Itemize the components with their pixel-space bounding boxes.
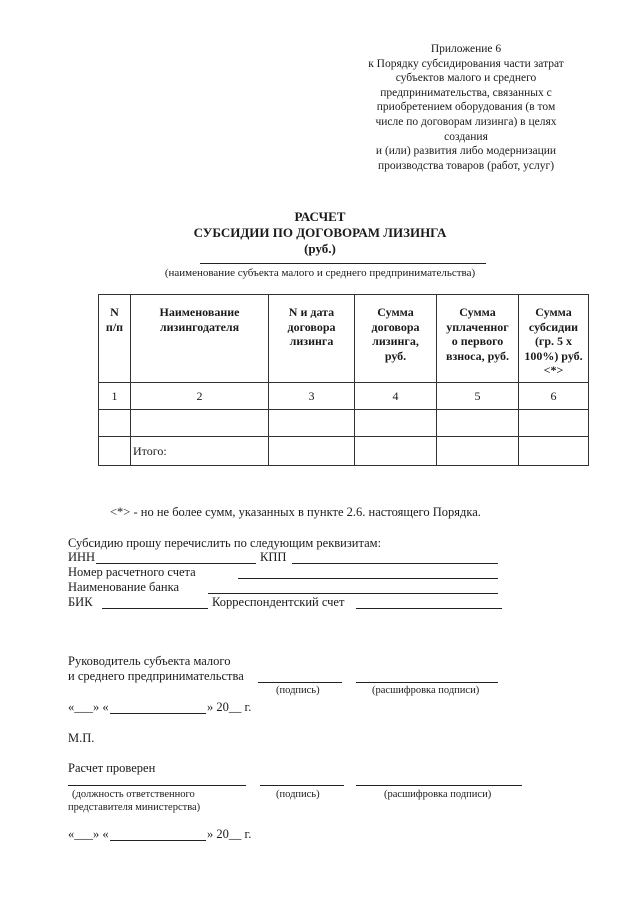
check-decode-caption: (расшифровка подписи) xyxy=(384,789,492,800)
table-cell[interactable] xyxy=(519,410,589,437)
head-title-line2: и среднего предпринимательства xyxy=(68,669,244,683)
check-label: Расчет проверен xyxy=(68,761,156,775)
header-cell-subsidy: Сумма субсидии (гр. 5 x 100%) руб. <*> xyxy=(519,295,589,383)
bank-label: Наименование банка xyxy=(68,580,180,594)
column-number: 6 xyxy=(519,383,589,410)
check-position-caption: (должность ответственного xyxy=(72,789,195,800)
table-cell[interactable] xyxy=(519,437,589,466)
column-number: 1 xyxy=(99,383,131,410)
kpp-label: КПП xyxy=(260,550,287,564)
subject-name-line[interactable] xyxy=(200,263,486,264)
inn-label: ИНН xyxy=(68,550,96,564)
appendix-line: предпринимательства, связанных с xyxy=(380,86,552,99)
column-number: 5 xyxy=(437,383,519,410)
appendix-line: и (или) развития либо модернизации xyxy=(375,145,557,158)
doc-subtitle: СУБСИДИИ ПО ДОГОВОРАМ ЛИЗИНГА xyxy=(193,225,447,240)
head-sign-caption: (подпись) xyxy=(276,685,320,696)
doc-units: (руб.) xyxy=(304,241,336,256)
header-cell-lessor: Наименование лизингодателя xyxy=(131,295,269,383)
check-position-field[interactable] xyxy=(68,785,246,786)
table-cell[interactable] xyxy=(437,437,519,466)
head-date-right: » 20__ г. xyxy=(207,700,252,714)
appendix-line: создания xyxy=(444,130,488,143)
requisites-intro: Субсидию прошу перечислить по следующим реквизитам: xyxy=(68,536,382,550)
table-row xyxy=(99,410,589,437)
appendix-header xyxy=(352,42,580,173)
account-field[interactable] xyxy=(238,578,498,579)
column-number: 2 xyxy=(131,383,269,410)
head-date-month-field[interactable] xyxy=(110,713,206,714)
head-date-left: «___» « xyxy=(68,700,109,714)
head-title-line1: Руководитель субъекта малого xyxy=(68,654,231,668)
table-cell[interactable] xyxy=(99,437,131,466)
column-number: 3 xyxy=(269,383,355,410)
bank-field[interactable] xyxy=(208,593,498,594)
table-cell[interactable] xyxy=(355,437,437,466)
footnote: <*> - но не более сумм, указанных в пункте 2.6. настоящего Порядка. xyxy=(110,505,481,519)
bik-label: БИК xyxy=(68,595,93,609)
check-date-left: «___» « xyxy=(68,827,109,841)
doc-title: РАСЧЕТ xyxy=(294,209,346,224)
table-number-row xyxy=(99,383,589,410)
check-position-caption-2: представителя министерства) xyxy=(68,802,201,813)
check-signature-decode-field[interactable] xyxy=(356,785,522,786)
head-decode-caption: (расшифровка подписи) xyxy=(372,685,480,696)
subject-name-caption: (наименование субъекта малого и среднего предпринимательства) xyxy=(164,267,476,279)
check-sign-caption: (подпись) xyxy=(276,789,320,800)
stamp-place: М.П. xyxy=(68,731,95,745)
total-label: Итого: xyxy=(131,437,269,466)
table-cell[interactable] xyxy=(131,410,269,437)
inn-field[interactable] xyxy=(96,563,256,564)
check-signature-field[interactable] xyxy=(260,785,344,786)
table-header-row xyxy=(99,295,589,383)
head-signature-decode-field[interactable] xyxy=(356,682,498,683)
table-cell[interactable] xyxy=(269,437,355,466)
appendix-line: к Порядку субсидирования части затрат xyxy=(368,57,564,70)
subsidy-table xyxy=(98,294,589,466)
appendix-line: приобретением оборудования (в том xyxy=(376,101,556,114)
table-total-row xyxy=(99,437,589,466)
head-signature-field[interactable] xyxy=(258,682,342,683)
account-label: Номер расчетного счета xyxy=(68,565,196,579)
column-number: 4 xyxy=(355,383,437,410)
table-cell[interactable] xyxy=(437,410,519,437)
appendix-line: субъектов малого и среднего xyxy=(395,72,537,85)
check-date-right: » 20__ г. xyxy=(207,827,252,841)
table-cell[interactable] xyxy=(355,410,437,437)
header-cell-contract-sum: Сумма договора лизинга, руб. xyxy=(355,295,437,383)
check-date-month-field[interactable] xyxy=(110,840,206,841)
corr-account-label: Корреспондентский счет xyxy=(212,595,345,609)
header-cell-contract: N и дата договора лизинга xyxy=(269,295,355,383)
header-cell-first-payment: Сумма уплаченног о первого взноса, руб. xyxy=(437,295,519,383)
header-cell-number: N п/п xyxy=(99,295,131,383)
appendix-line: Приложение 6 xyxy=(430,43,502,55)
table-cell[interactable] xyxy=(269,410,355,437)
table-cell[interactable] xyxy=(99,410,131,437)
kpp-field[interactable] xyxy=(292,563,498,564)
bik-field[interactable] xyxy=(102,608,208,609)
appendix-line: производства товаров (работ, услуг) xyxy=(377,159,555,172)
corr-account-field[interactable] xyxy=(356,608,502,609)
appendix-line: числе по договорам лизинга) в целях xyxy=(375,115,557,128)
